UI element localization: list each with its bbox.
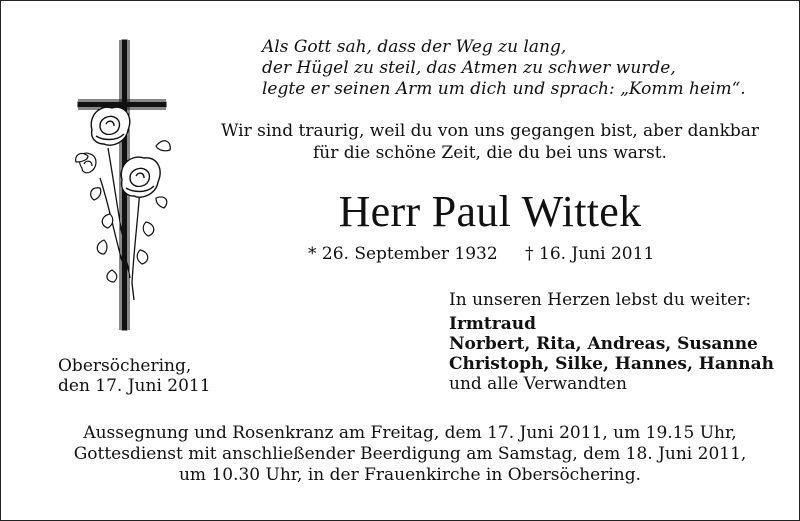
poem: [262, 37, 746, 100]
funeral-line: Aussegnung und Rosenkranz am Freitag, dem 17. Juni 2011, um 19.15 Uhr,: [83, 423, 737, 443]
mourners: [449, 290, 774, 394]
funeral-line: Gottesdienst mit anschließender Beerdigung am Samstag, dem 18. Juni 2011,: [73, 444, 747, 464]
mourners-closing: und alle Verwandten: [449, 374, 627, 394]
notice-date: den 17. Juni 2011: [58, 376, 211, 396]
mourners-intro: In unseren Herzen lebst du weiter:: [449, 290, 752, 310]
mourner-name: Irmtraud: [449, 314, 536, 334]
message-line: für die schöne Zeit, die du bei uns warst.: [313, 143, 667, 163]
life-dates: [308, 243, 654, 265]
condolence-message: [170, 120, 800, 164]
cross-with-roses-icon: [60, 38, 185, 333]
place: Obersöchering,: [58, 356, 192, 376]
poem-line: Als Gott sah, dass der Weg zu lang,: [262, 37, 567, 57]
deceased-name: Herr Paul Wittek: [338, 187, 642, 236]
mourner-name: Norbert, Rita, Andreas, Susanne: [449, 334, 758, 354]
message-line: Wir sind traurig, weil du von uns gegangen bist, aber dankbar: [220, 121, 760, 141]
mourner-name: Christoph, Silke, Hannes, Hannah: [449, 354, 774, 374]
death-date: † 16. Juni 2011: [525, 244, 655, 264]
place-date: [58, 356, 211, 396]
poem-line: der Hügel zu steil, das Atmen zu schwer wurde,: [262, 58, 676, 78]
birth-date: * 26. September 1932: [308, 244, 498, 264]
funeral-line: um 10.30 Uhr, in der Frauenkirche in Obersöchering.: [178, 465, 642, 485]
funeral-details: [20, 423, 800, 486]
poem-line: legte er seinen Arm um dich und sprach: „Komm heim“.: [262, 79, 746, 99]
